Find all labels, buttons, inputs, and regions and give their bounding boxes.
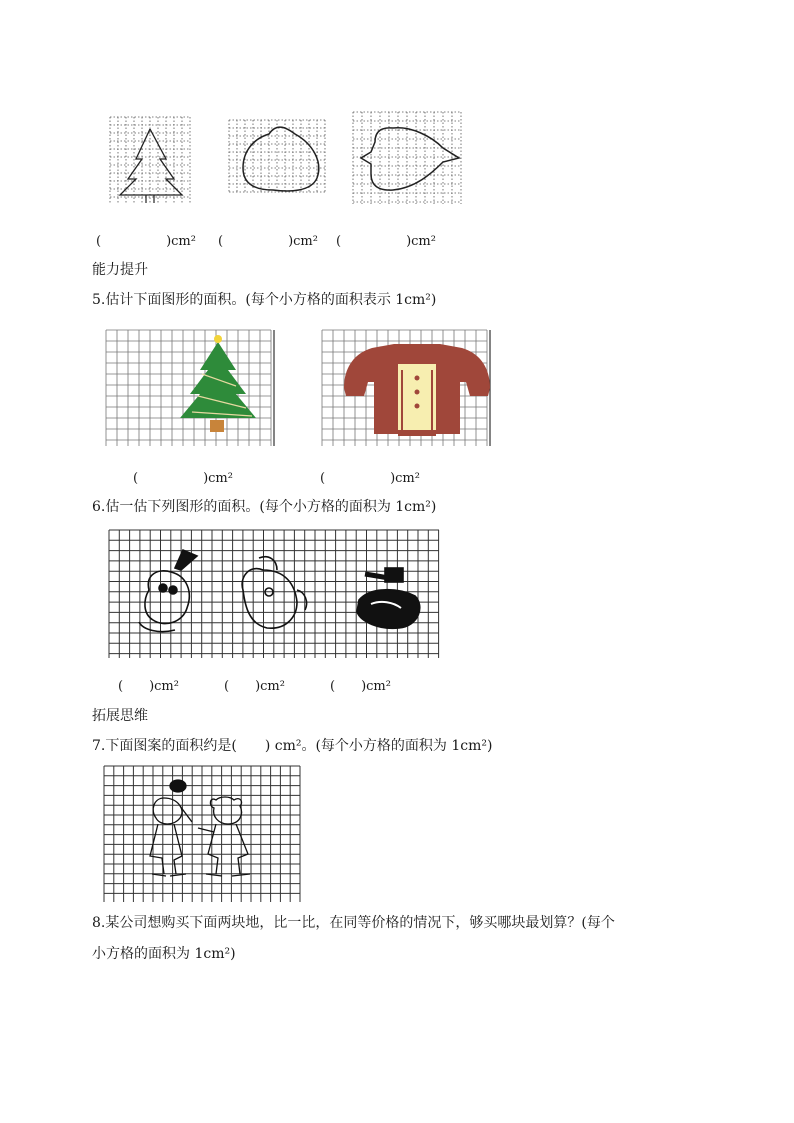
q4-answer-3[interactable]: ( )cm²: [336, 234, 436, 249]
section-extend-heading: 拓展思维: [92, 708, 148, 724]
star-icon: [214, 335, 222, 343]
section-ability-heading: 能力提升: [92, 262, 148, 278]
grid-jacket: [322, 330, 492, 446]
grid-christmas-tree: [106, 330, 276, 446]
blob-outline: [243, 127, 319, 191]
q5-answer-2[interactable]: ( )cm²: [320, 471, 420, 486]
cartoon-person-left: [150, 780, 192, 876]
q7-prompt: 7.下面图案的面积约是( ) cm²。(每个小方格的面积为 1cm²): [92, 738, 493, 754]
dotted-grid-tree: [110, 117, 190, 207]
grid-cartoon-three: [109, 530, 443, 660]
grid-two-cartoons: [104, 766, 302, 904]
q6-answer-2[interactable]: ( )cm²: [224, 679, 285, 694]
q4-answer-2[interactable]: ( )cm²: [218, 234, 318, 249]
cartoon-figure-1: [139, 550, 197, 632]
dotted-grid-blob: [229, 120, 329, 200]
q8-prompt-line2: 小方格的面积为 1cm²): [92, 946, 236, 962]
q8-prompt-line1: 8.某公司想购买下面两块地，比一比，在同等价格的情况下，够买哪块最划算？(每个: [92, 915, 615, 931]
tree-outline: [120, 129, 182, 195]
q6-answer-3[interactable]: ( )cm²: [330, 679, 391, 694]
q5-answer-1[interactable]: ( )cm²: [133, 471, 233, 486]
q5-prompt: 5.估计下面图形的面积。(每个小方格的面积表示 1cm²): [92, 292, 437, 308]
leaf-outline: [361, 128, 459, 190]
q6-prompt: 6.估一估下列图形的面积。(每个小方格的面积为 1cm²): [92, 499, 437, 515]
dotted-grid-leaf: [353, 112, 463, 207]
cartoon-figure-2: [242, 557, 306, 628]
q4-answer-1[interactable]: ( )cm²: [96, 234, 196, 249]
q6-answer-1[interactable]: ( )cm²: [118, 679, 179, 694]
